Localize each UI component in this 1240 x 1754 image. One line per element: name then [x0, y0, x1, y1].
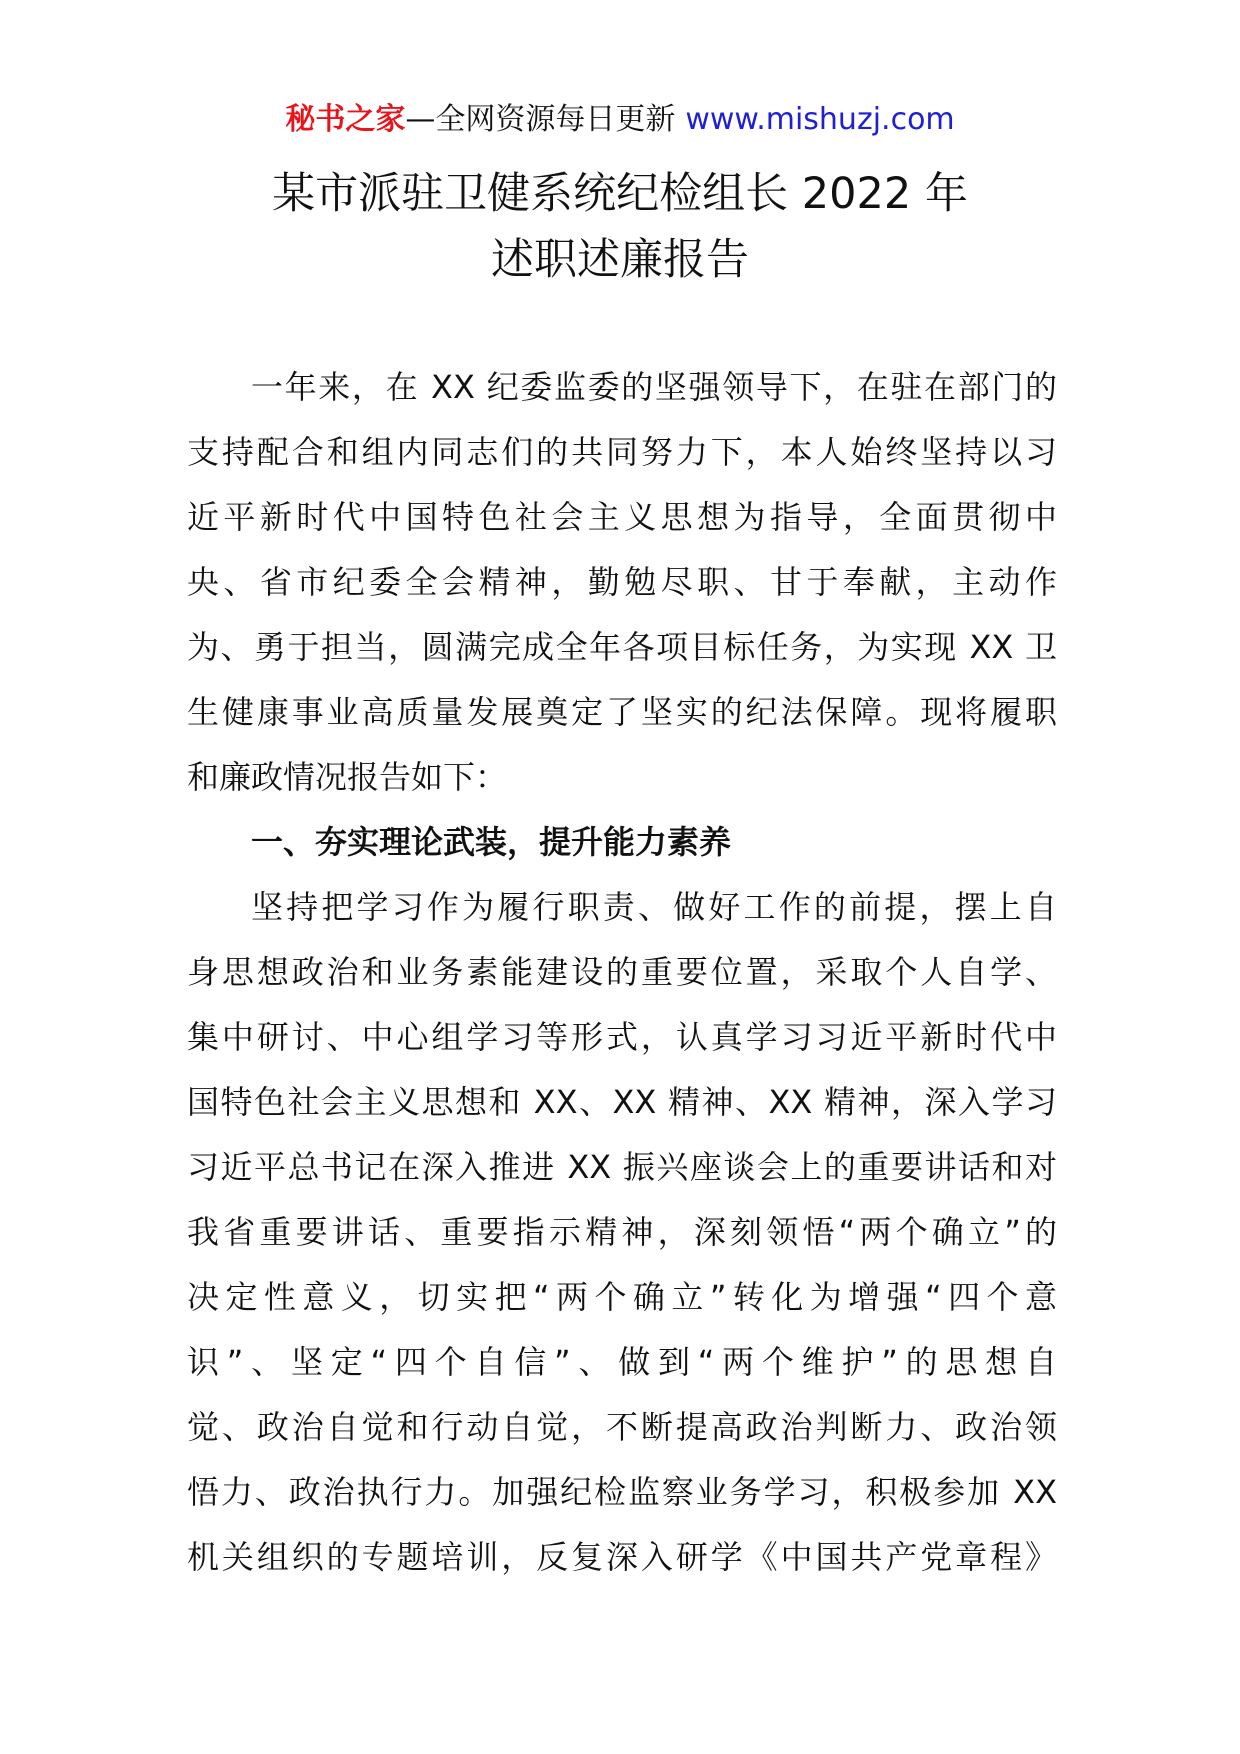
paragraph-line: 央、省市纪委全会精神，勤勉尽职、甘于奉献，主动作	[187, 563, 1057, 601]
paragraph-line: 习近平总书记在深入推进 XX 振兴座谈会上的重要讲话和对	[187, 1148, 1057, 1186]
paragraph-line: 我省重要讲话、重要指示精神，深刻领悟“两个确立”的	[187, 1213, 1057, 1251]
paragraph-line: 决定性意义，切实把“两个确立”转化为增强“四个意	[187, 1278, 1057, 1316]
paragraph-line: 近平新时代中国特色社会主义思想为指导，全面贯彻中	[187, 498, 1057, 536]
paragraph-line: 悟力、政治执行力。加强纪检监察业务学习，积极参加 XX	[187, 1473, 1057, 1511]
paragraph-line: 机关组织的专题培训，反复深入研学《中国共产党章程》	[187, 1538, 1057, 1576]
document-title-line-2: 述职述廉报告	[491, 235, 749, 285]
header-tagline: —全网资源每日更新	[405, 102, 676, 137]
site-header	[0, 100, 1240, 140]
document-body	[187, 355, 1057, 1590]
paragraph-line: 觉、政治自觉和行动自觉，不断提高政治判断力、政治领	[187, 1408, 1057, 1446]
paragraph-line: 和廉政情况报告如下：	[187, 758, 508, 796]
section-heading: 一、夯实理论武装，提升能力素养	[251, 823, 732, 861]
paragraph-line: 国特色社会主义思想和 XX、XX 精神、XX 精神，深入学习	[187, 1083, 1057, 1121]
paragraph-line: 身思想政治和业务素能建设的重要位置，采取个人自学、	[187, 953, 1057, 991]
paragraph-line: 识”、坚定“四个自信”、做到“两个维护”的思想自	[187, 1343, 1057, 1381]
brand-name: 秘书之家	[285, 102, 406, 137]
paragraph-line: 支持配合和组内同志们的共同努力下，本人始终坚持以习	[187, 433, 1057, 471]
document-title-line-1: 某市派驻卫健系统纪检组长 2022 年	[272, 169, 968, 219]
paragraph-line: 生健康事业高质量发展奠定了坚实的纪法保障。现将履职	[187, 693, 1057, 731]
paragraph-line: 一年来，在 XX 纪委监委的坚强领导下，在驻在部门的	[251, 368, 1057, 406]
paragraph-line: 坚持把学习作为履行职责、做好工作的前提，摆上自	[251, 888, 1057, 926]
paragraph-line: 集中研讨、中心组学习等形式，认真学习习近平新时代中	[187, 1018, 1057, 1056]
site-url-link[interactable]: www.mishuzj.com	[685, 102, 955, 137]
paragraph-line: 为、勇于担当，圆满完成全年各项目标任务，为实现 XX 卫	[187, 628, 1057, 666]
